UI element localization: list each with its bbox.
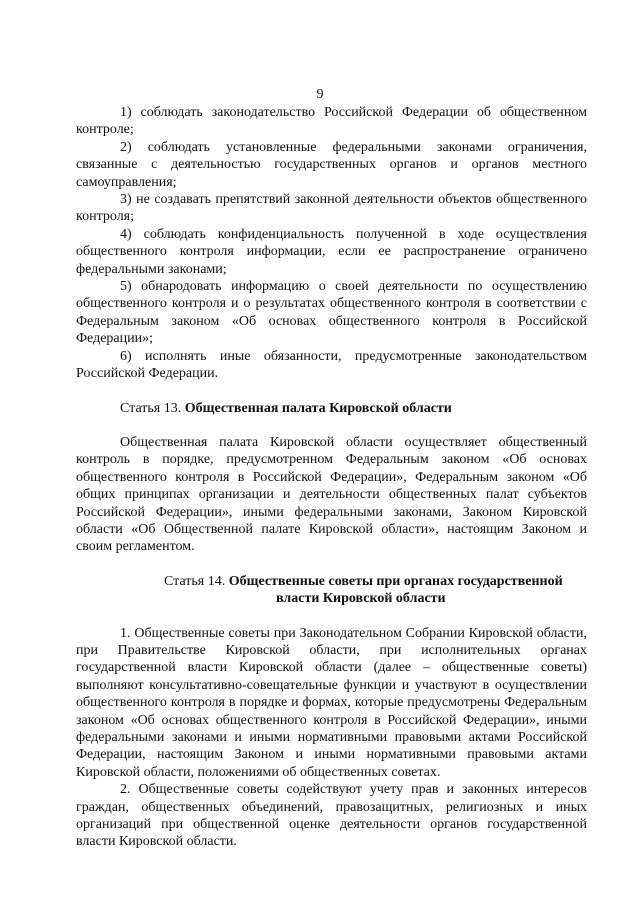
article-14-title-line-2: власти Кировской области (276, 591, 446, 607)
document-body (76, 104, 587, 851)
obligation-item-4: 4) соблюдать конфиденциальность полученной в ходе осуществления общественного контроля информации, если ее распространение ограничено федеральными законами; (76, 226, 587, 277)
obligation-item-5: 5) обнародовать информацию о своей деятельности по осуществлению общественного контроля и о результатах общественного контроля в соответствии с Федеральным законом «Об основах общественного контроля в Российской Федерации»; (76, 279, 587, 347)
article-14-paragraph-1: 1. Общественные советы при Законодательном Собрании Кировской области, при Правительстве Кировской области, при исполнительных органах государственной власти Кировской области (далее – общественные советы) выполняют консультативно-совещательные функции и участвуют в осуществлении общественного контроля в порядке и формах, которые предусмотрены Федеральным законом «Об основах общественного контроля в Российской Федерации», иными федеральными законами и иными нормативными правовыми актами Российской Федерации, настоящим Законом и иными нормативными правовыми актами Кировской области, положениями об общественных советах. (76, 625, 587, 780)
obligation-item-1: 1) соблюдать законодательство Российской Федерации об общественном контроле; (76, 105, 587, 138)
article-14-prefix: Статья 14. (164, 573, 226, 589)
article-14-title-line-1: Общественные советы при органах государственной (228, 573, 563, 589)
article-13-prefix: Статья 13. (120, 400, 182, 416)
page-number: 9 (316, 87, 324, 102)
article-14-heading (76, 573, 587, 608)
article-13-heading (76, 400, 587, 417)
obligation-item-2: 2) соблюдать установленные федеральными законами ограничения, связанные с деятельностью государственных органов и органов местного самоуправления; (76, 139, 587, 190)
obligation-item-3: 3) не создавать препятствий законной деятельности объектов общественного контроля; (76, 192, 587, 225)
article-14-paragraph-2: 2. Общественные советы содействуют учету прав и законных интересов граждан, общественных объединений, правозащитных, религиозных и иных организаций при общественной оценке деятельности органов государственной власти Кировской области. (76, 782, 587, 850)
article-13-title: Общественная палата Кировской области (184, 400, 452, 416)
article-13-text: Общественная палата Кировской области осуществляет общественный контроль в порядке, предусмотренном Федеральным законом «Об основах общественного контроля в Российской Федерации», Федеральным законом «Об общих принципах организации и деятельности общественных палат субъектов Российской Федерации», иными федеральными законами, Законом Кировской области «Об Общественной палате Кировской области», настоящим Законом и своим регламентом. (76, 434, 587, 555)
obligation-item-6: 6) исполнять иные обязанности, предусмотренные законодательством Российской Федерации. (76, 348, 587, 382)
